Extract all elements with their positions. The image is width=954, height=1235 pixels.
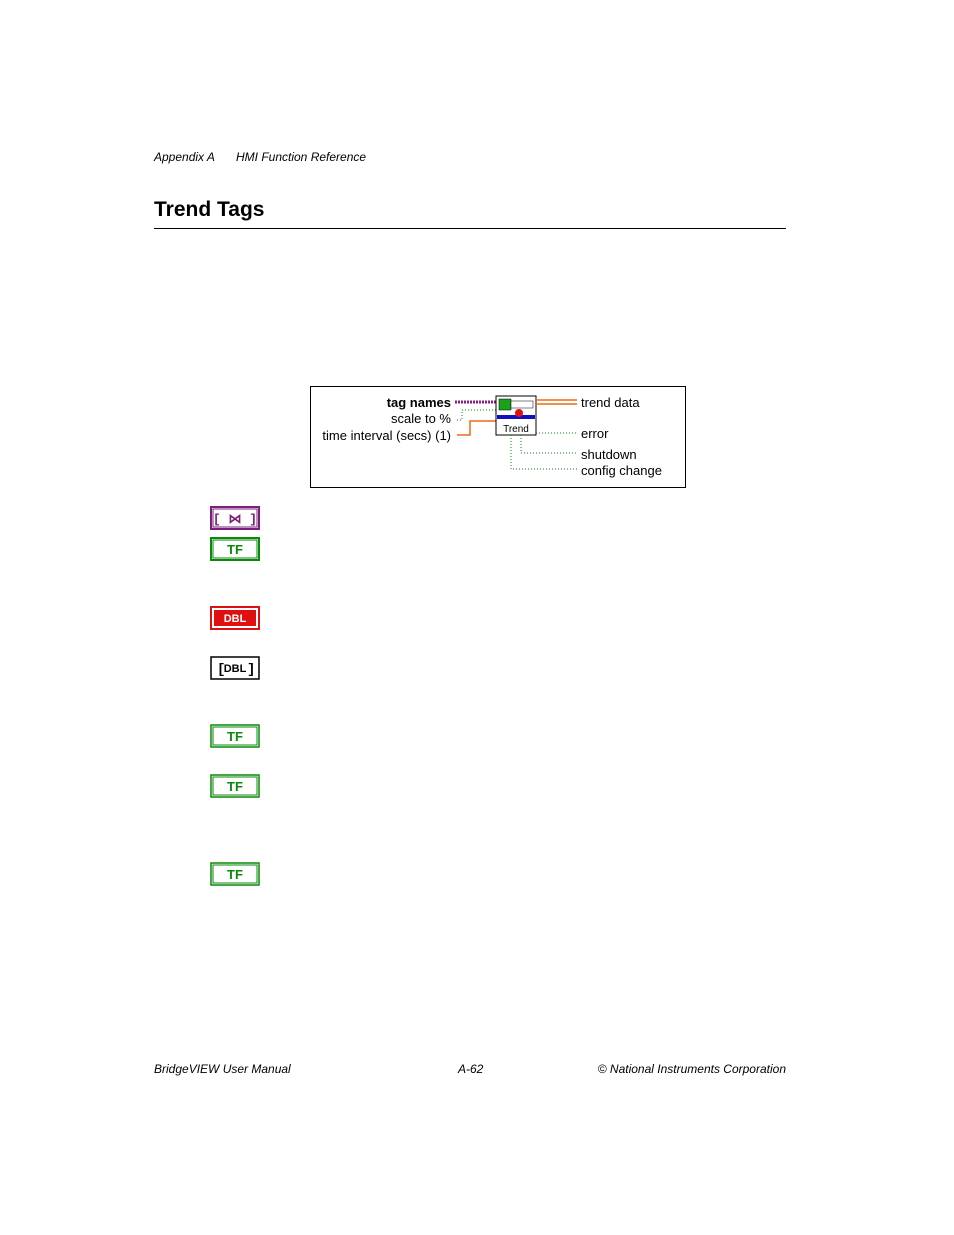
double-array-terminal-icon: [210, 656, 260, 680]
title-rule: [154, 228, 786, 229]
svg-text:[: [: [217, 662, 226, 678]
trend-vi-icon: [496, 396, 536, 435]
terminal-text: TF: [227, 729, 243, 744]
svg-text:]: ]: [247, 662, 256, 678]
terminal-text: TF: [227, 779, 243, 794]
page-title: Trend Tags: [154, 198, 265, 221]
connector-pane-diagram: [310, 386, 686, 488]
terminal-text: DBL: [223, 663, 247, 675]
header-section: HMI Function Reference: [236, 150, 367, 164]
double-terminal-icon: [210, 606, 260, 630]
input-label-time-interval: time interval (secs) (1): [322, 428, 451, 443]
boolean-terminal-icon: [210, 537, 260, 561]
output-label-error: error: [581, 426, 609, 441]
terminal-text: TF: [227, 542, 243, 557]
input-label-tag-names: tag names: [386, 395, 451, 410]
boolean-terminal-icon: [210, 724, 260, 748]
input-label-scale: scale to %: [391, 411, 451, 426]
output-label-trend-data: trend data: [581, 395, 640, 410]
trend-vi-icon-label: Trend: [503, 424, 529, 435]
footer-copyright: © National Instruments Corporation: [597, 1062, 786, 1076]
output-label-config-change: config change: [581, 463, 662, 478]
terminal-text: DBL: [223, 613, 247, 625]
output-label-shutdown: shutdown: [581, 447, 637, 462]
footer-page-number: A-62: [458, 1062, 484, 1076]
footer-manual: BridgeVIEW User Manual: [154, 1062, 291, 1076]
boolean-terminal-icon: [210, 774, 260, 798]
string-array-terminal-icon: [210, 506, 260, 530]
boolean-terminal-icon: [210, 862, 260, 886]
terminal-text: TF: [227, 867, 243, 882]
header-appendix: Appendix A: [154, 150, 215, 164]
svg-text:[ ⋈ ]: [ ⋈ ]: [212, 512, 258, 527]
